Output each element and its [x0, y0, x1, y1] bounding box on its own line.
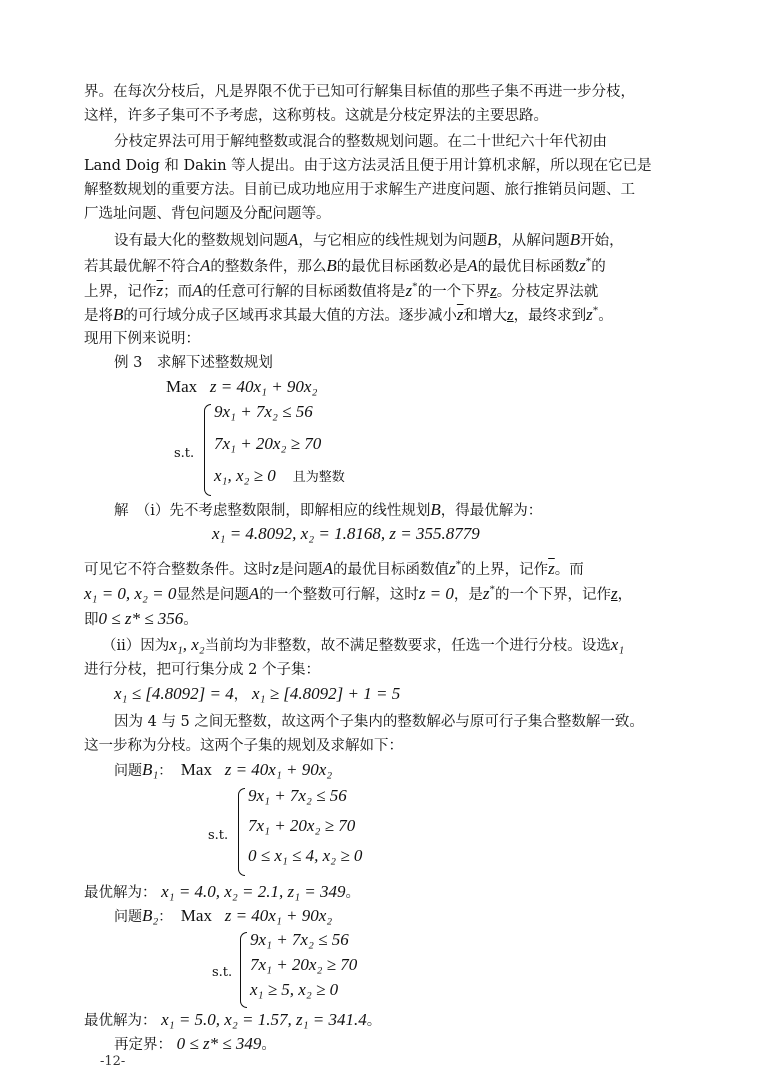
example-constraint-1: 9x₁ + 7x₂ ≤ 56 — [214, 402, 313, 421]
example-st-label: s.t. — [174, 446, 195, 461]
text-line-11: 现用下例来说明： — [84, 331, 200, 347]
problem-b1-constraint-1: 9x₁ + 7x₂ ≤ 56 — [248, 786, 347, 805]
text-line-4: Land Doig 和 Dakin 等人提出。由于这方法灵活且便于用计算机求解，所以现在它已是 — [84, 158, 652, 174]
example-objective: Max z = 40x₁ + 90x₂ — [166, 377, 318, 396]
problem-b1-constraint-3: 0 ≤ x₁ ≤ 4, x₂ ≥ 0 — [248, 846, 363, 865]
page-number: -12- — [100, 1054, 126, 1069]
text-line-p6: 进行分枝，把可行集分成 2 个子集： — [84, 662, 320, 678]
problem-b2-constraint-2: 7x₁ + 20x₂ ≥ 70 — [250, 955, 358, 974]
problem-b2-solution: 最优解为： x₁ = 5.0, x₂ = 1.57, z₁ = 341.4。 — [84, 1010, 382, 1029]
branch-split: x₁ ≤ [4.8092] = 4， x₁ ≥ [4.8092] + 1 = 5 — [114, 684, 401, 703]
problem-b2-constraint-1: 9x₁ + 7x₂ ≤ 56 — [250, 930, 349, 949]
problem-b1-objective: 问题B₁： Max z = 40x₁ + 90x₂ — [114, 760, 333, 779]
text-line-7: 设有最大化的整数规划问题A，与它相应的线性规划为问题B，从解问题B开始， — [114, 230, 624, 249]
text-line-p3: x₁ = 0, x₂ = 0显然是问题A的一个整数可行解，这时z = 0，是z*的一个下界，记作z， — [84, 583, 633, 603]
problem-b1-constraint-2: 7x₁ + 20x₂ ≥ 70 — [248, 816, 356, 835]
example-constraint-brace — [204, 404, 211, 496]
example-heading: 例 3 求解下述整数规划 — [114, 355, 273, 371]
text-line-2: 这样，许多子集可不予考虑，这称剪枝。这就是分枝定界法的主要思路。 — [84, 108, 548, 124]
text-line-8: 若其最优解不符合A的整数条件，那么B的最优目标函数必是A的最优目标函数z*的 — [84, 255, 606, 275]
problem-b2-st-label: s.t. — [212, 965, 233, 980]
problem-b1-st-label: s.t. — [208, 828, 229, 843]
text-line-3: 分枝定界法可用于解纯整数或混合的整数规划问题。在二十世纪六十年代初由 — [114, 134, 607, 150]
text-line-p9: 这一步称为分枝。这两个子集的规划及求解如下： — [84, 738, 403, 754]
problem-b2-brace — [240, 932, 247, 1008]
problem-b1-brace — [238, 788, 245, 876]
text-line-p8: 因为 4 与 5 之间无整数，故这两个子集内的整数解必与原可行子集合整数解一致。 — [114, 714, 644, 730]
text-line-10: 是将B的可行域分成子区域再求其最大值的方法。逐步减小$\overline{z}$和增大z，最终求到z*。 — [84, 304, 613, 324]
text-line-9: 上界，记作$\overline{z}$；而A的任意可行解的目标函数值将是z*的一个下界z。分枝定界法就 — [84, 280, 599, 300]
text-line-1: 界。在每次分枝后，凡是界限不优于已知可行解集目标值的那些子集不再进一步分枝， — [84, 84, 635, 100]
text-line-6: 厂选址问题、背包问题及分配问题等。 — [84, 206, 331, 222]
example-constraint-2: 7x₁ + 20x₂ ≥ 70 — [214, 434, 322, 453]
text-line-p2: 可见它不符合整数条件。这时z是问题A的最优目标函数值z*的上界，记作$\overline{z}$。而 — [84, 558, 584, 578]
problem-b2-constraint-3: x₁ ≥ 5, x₂ ≥ 0 — [250, 980, 339, 999]
problem-b2-objective: 问题B₂： Max z = 40x₁ + 90x₂ — [114, 906, 333, 925]
lp-solution: x₁ = 4.8092, x₂ = 1.8168, z = 355.8779 — [212, 524, 480, 543]
redefine-bound: 再定界： 0 ≤ z* ≤ 349。 — [114, 1034, 276, 1053]
text-line-5: 解整数规划的重要方法。目前已成功地应用于求解生产进度问题、旅行推销员问题、工 — [84, 182, 635, 198]
example-constraint-3: x₁, x₂ ≥ 0 且为整数 — [214, 466, 345, 485]
problem-b1-solution: 最优解为： x₁ = 4.0, x₂ = 2.1, z₁ = 349。 — [84, 882, 360, 901]
text-line-p4: 即0 ≤ z* ≤ 356。 — [84, 609, 198, 628]
solution-step-1: 解 （i）先不考虑整数限制，即解相应的线性规划B，得最优解为： — [114, 500, 543, 519]
solution-step-2: （ii）因为x₁, x₂当前均为非整数，故不满足整数要求，任选一个进行分枝。设选x₁ — [102, 635, 625, 654]
